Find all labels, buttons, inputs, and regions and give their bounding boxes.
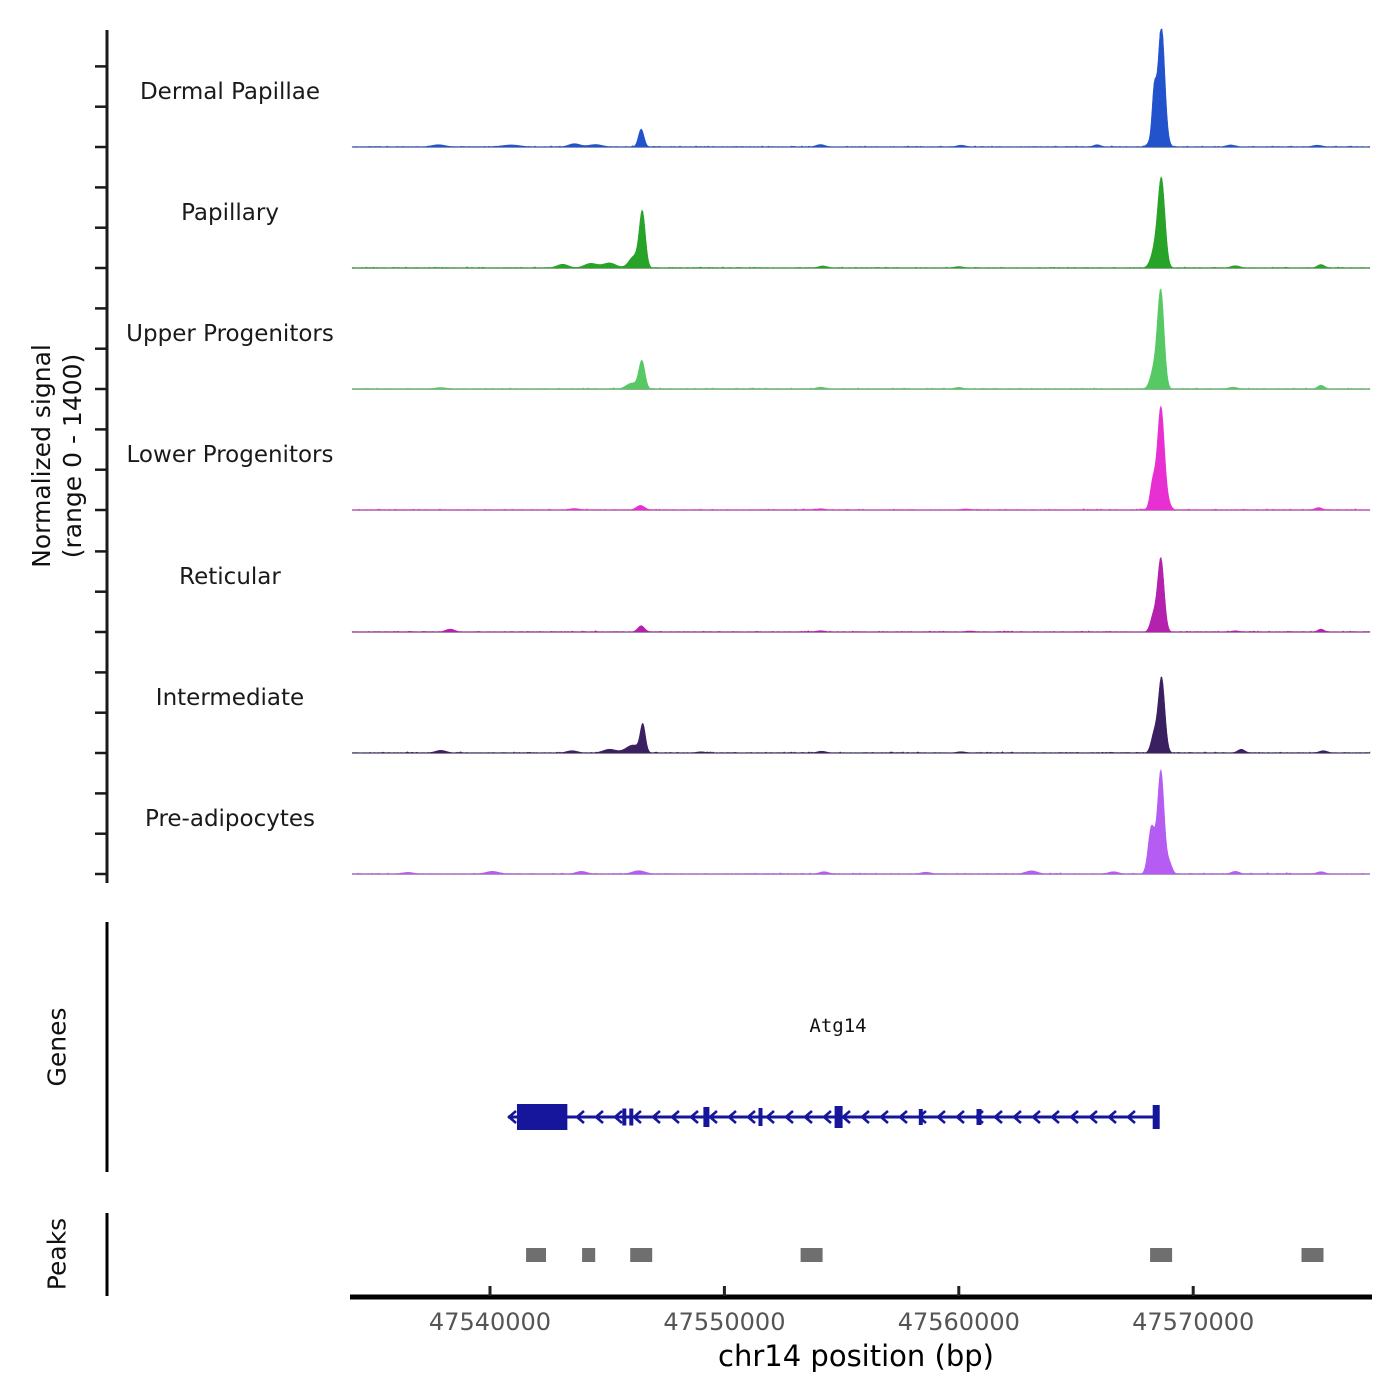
track-label-intermediate: Intermediate [155, 685, 305, 711]
peak-region [630, 1248, 652, 1262]
signal-area-upper-progenitors [352, 289, 1370, 389]
track-label-dermal-papillae: Dermal Papillae [139, 79, 321, 105]
x-tick-label: 47560000 [897, 1308, 1020, 1336]
x-tick-label: 47570000 [1132, 1308, 1255, 1336]
x-tick-label: 47550000 [663, 1308, 786, 1336]
signal-area-pre-adipocytes [352, 770, 1370, 874]
gene-exon-mark [622, 1109, 626, 1126]
peak-region [1150, 1248, 1172, 1262]
peak-region [1302, 1248, 1324, 1262]
signal-axis-label-line2: (range 0 - 1400) [58, 353, 87, 559]
signal-area-lower-progenitors [352, 406, 1370, 510]
genes-section-label: Genes [42, 1007, 72, 1087]
signal-area-reticular [352, 557, 1370, 632]
track-label-reticular: Reticular [179, 564, 281, 590]
track-label-upper-progenitors: Upper Progenitors [126, 321, 334, 347]
signal-area-dermal-papillae [352, 29, 1370, 147]
x-tick-label: 47540000 [428, 1308, 552, 1336]
gene-thick-exon [517, 1104, 567, 1130]
signal-area-intermediate [352, 677, 1370, 753]
track-label-papillary: Papillary [181, 200, 279, 226]
track-label-lower-progenitors: Lower Progenitors [126, 442, 334, 468]
peak-region [801, 1248, 823, 1262]
peak-region [582, 1248, 595, 1262]
track-label-pre-adipocytes: Pre-adipocytes [144, 806, 316, 832]
gene-exon-mark [1153, 1105, 1160, 1129]
signal-area-papillary [352, 177, 1370, 268]
x-axis-title: chr14 position (bp) [718, 1339, 994, 1373]
gene-name-label: Atg14 [809, 1015, 867, 1037]
signal-axis-label [26, 344, 89, 568]
gene-exon-mark [759, 1108, 763, 1126]
peaks-section-label: Peaks [42, 1217, 72, 1291]
signal-axis-label-line1: Normalized signal [26, 344, 56, 568]
peak-region [526, 1248, 546, 1262]
